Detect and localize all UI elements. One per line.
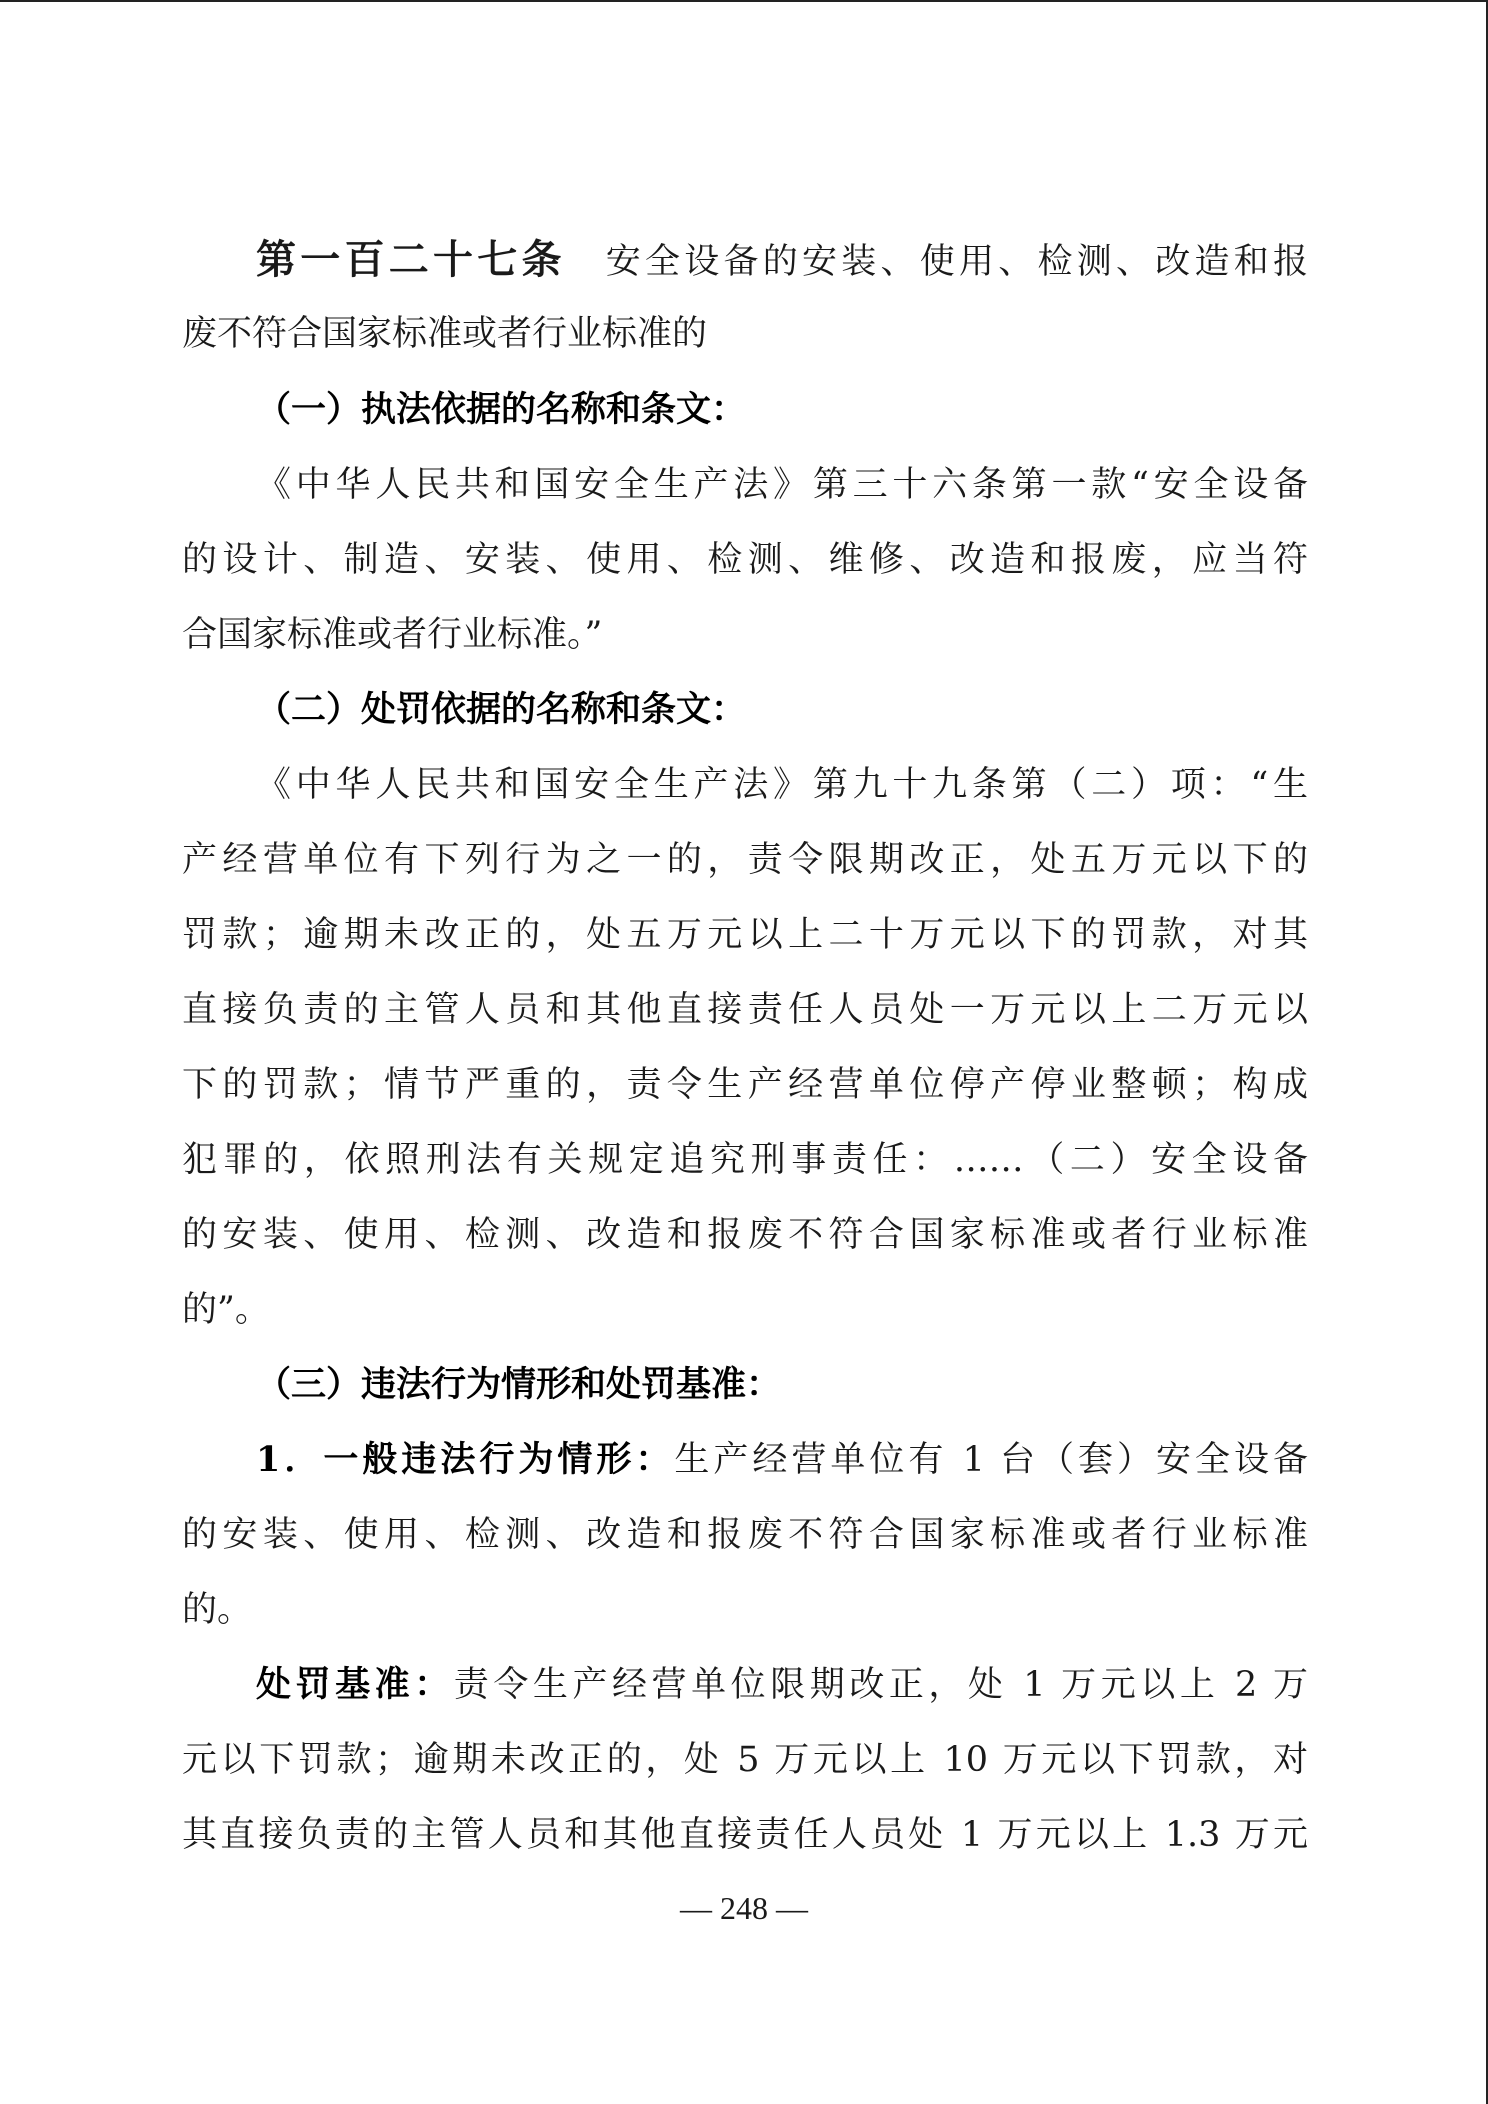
section2-line: 的”。 bbox=[182, 1290, 270, 1330]
section1-line: 合国家标准或者行业标准。” bbox=[182, 615, 603, 655]
section3-item1-line: 的。 bbox=[182, 1590, 253, 1630]
article-title-part2: 废不符合国家标准或者行业标准的 bbox=[182, 314, 708, 354]
section3-item1-line: 的安装、使用、检测、改造和报废不符合国家标准或者行业标准 bbox=[182, 1515, 1308, 1555]
section1-line: 《中华人民共和国安全生产法》第三十六条第一款“安全设备 bbox=[256, 465, 1308, 505]
section2-heading: （二）处罚依据的名称和条文： bbox=[256, 689, 747, 730]
section2-line: 产经营单位有下列行为之一的，责令限期改正，处五万元以下的 bbox=[182, 840, 1308, 880]
article-number: 第一百二十七条 bbox=[256, 236, 566, 283]
article-heading-line bbox=[256, 236, 1308, 286]
section3-heading: （三）违法行为情形和处罚基准： bbox=[256, 1364, 782, 1405]
penalty-line: 元以下罚款；逾期未改正的，处 5 万元以上 10 万元以下罚款，对 bbox=[182, 1740, 1308, 1780]
section2-line: 罚款；逾期未改正的，处五万元以上二十万元以下的罚款，对其 bbox=[182, 915, 1308, 955]
penalty-line: 其直接负责的主管人员和其他直接责任人员处 1 万元以上 1.3 万元 bbox=[182, 1815, 1308, 1855]
section1-heading: （一）执法依据的名称和条文： bbox=[256, 389, 747, 430]
section2-line: 《中华人民共和国安全生产法》第九十九条第（二）项：“生 bbox=[256, 765, 1308, 805]
penalty-line bbox=[256, 1661, 1308, 1709]
section2-line: 下的罚款；情节严重的，责令生产经营单位停产停业整顿；构成 bbox=[182, 1065, 1308, 1105]
item1-text: 生产经营单位有 1 台（套）安全设备 bbox=[674, 1440, 1308, 1480]
section2-line: 的安装、使用、检测、改造和报废不符合国家标准或者行业标准 bbox=[182, 1215, 1308, 1255]
item1-label: 1．一般违法行为情形： bbox=[256, 1439, 675, 1480]
article-title-part1: 安全设备的安装、使用、检测、改造和报 bbox=[605, 242, 1308, 282]
penalty-label: 处罚基准： bbox=[256, 1664, 454, 1705]
section2-line: 犯罪的，依照刑法有关规定追究刑事责任：……（二）安全设备 bbox=[182, 1140, 1308, 1180]
page-number: — 248 — bbox=[680, 1890, 808, 1926]
section3-item1-line bbox=[256, 1436, 1308, 1484]
section1-line: 的设计、制造、安装、使用、检测、维修、改造和报废，应当符 bbox=[182, 540, 1308, 580]
penalty-text: 责令生产经营单位限期改正，处 1 万元以上 2 万 bbox=[453, 1665, 1308, 1705]
section2-line: 直接负责的主管人员和其他直接责任人员处一万元以上二万元以 bbox=[182, 990, 1308, 1030]
